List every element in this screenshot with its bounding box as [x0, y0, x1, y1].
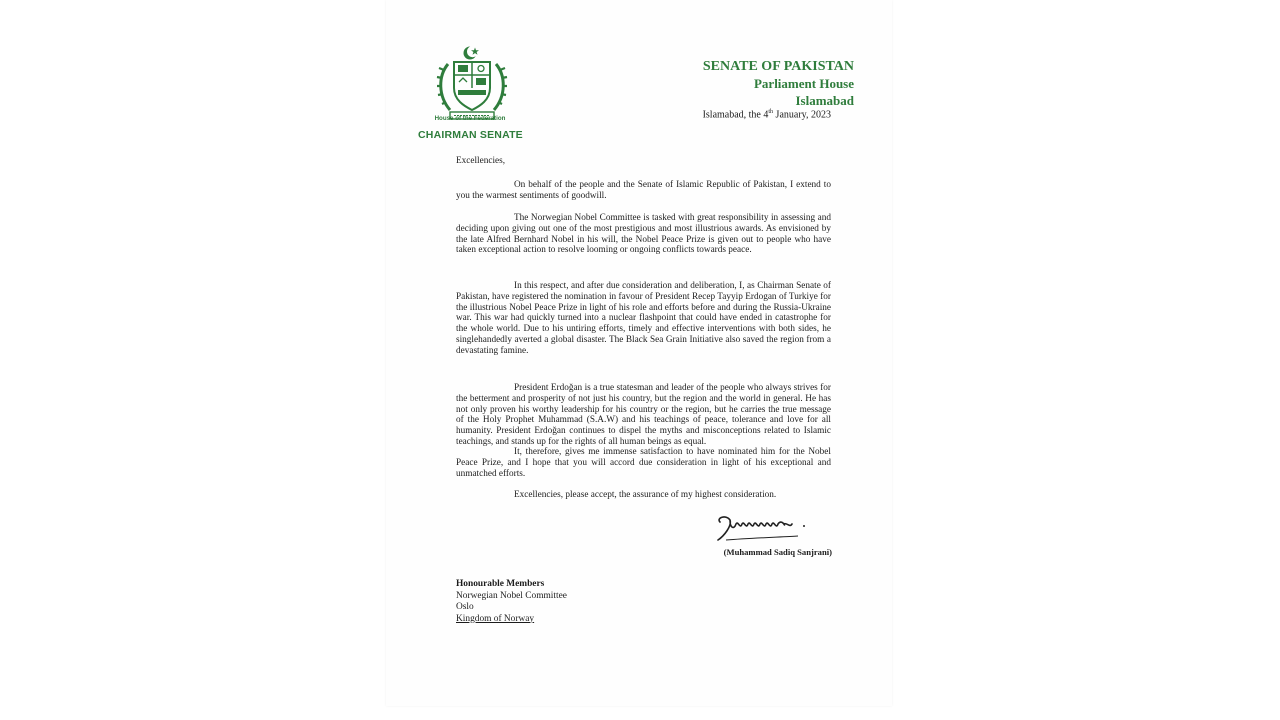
- letterhead: [703, 58, 854, 109]
- letter-page: [386, 0, 892, 706]
- addressee-block: [456, 579, 567, 625]
- signatory-name: (Muhammad Sadiq Sanjrani): [723, 547, 832, 557]
- state-emblem-icon: [434, 44, 510, 126]
- addressee-title: Honourable Members: [456, 579, 545, 589]
- letterhead-city: Islamabad: [795, 93, 854, 108]
- closing-line: Excellencies, please accept, the assurance of my highest consideration.: [514, 490, 777, 500]
- emblem-caption: House of the Federation: [434, 115, 506, 122]
- letterhead-senate: SENATE OF PAKISTAN: [702, 59, 854, 74]
- salutation: Excellencies,: [456, 156, 506, 166]
- letterhead-parliament-house: Parliament House: [753, 76, 854, 91]
- letter-date: Islamabad, the 4th January, 2023: [702, 109, 831, 121]
- paragraph-goodwill: On behalf of the people and the Senate of Islamic Republic of Pakistan, I extend to you the warmest sentiments of goodwill.: [456, 180, 831, 201]
- addressee-city: Oslo: [456, 602, 474, 612]
- paragraph-statesman: President Erdoğan is a true statesman and leader of the people who always strives for the betterment and prosperity of not just his country, but the region and the world in general. He has not only proven his worthy leadership for his country or the region, but he carries the true message of the Holy Prophet Muhammad (S.A.W) and his teachings of peace, tolerance and love for all humanity. President Erdoğan continues to dispel the myths and misconceptions related to Islamic teachings, and stands up for the rights of all human beings as equal.: [456, 383, 831, 447]
- paragraph-conclusion: It, therefore, gives me immense satisfaction to have nominated him for the Nobel Peace Prize, and I hope that you will accord due consideration in light of his exceptional and unmatched efforts.: [456, 447, 831, 479]
- addressee-committee: Norwegian Nobel Committee: [456, 590, 567, 601]
- paragraph-nobel-committee: The Norwegian Nobel Committee is tasked with great responsibility in assessing and deciding upon giving out one of the most prestigious and most illustrious awards. As envisioned by the late Alfred Bernhard Nobel in his will, the Nobel Peace Prize is given out to people who have taken exceptional action to resolve looming or ongoing conflicts towards peace.: [456, 213, 831, 256]
- paragraph-nomination: In this respect, and after due consideration and deliberation, I, as Chairman Senate of Pakistan, have registered the nomination in favour of President Recep Tayyip Erdogan of Turkiye for the illustrious Nobel Peace Prize in light of his role and efforts before and during the Russia-Ukraine war. This war had quickly turned into a nuclear flashpoint that could have ended in catastrophe for the whole world. Due to his untiring efforts, timely and effective interventions with both sides, he singlehandedly averted a global disaster. The Black Sea Grain Initiative also saved the region from a devastating famine.: [456, 281, 831, 356]
- addressee-country: Kingdom of Norway: [456, 613, 535, 624]
- handwritten-signature: [712, 510, 832, 546]
- office-title: CHAIRMAN SENATE: [418, 129, 523, 141]
